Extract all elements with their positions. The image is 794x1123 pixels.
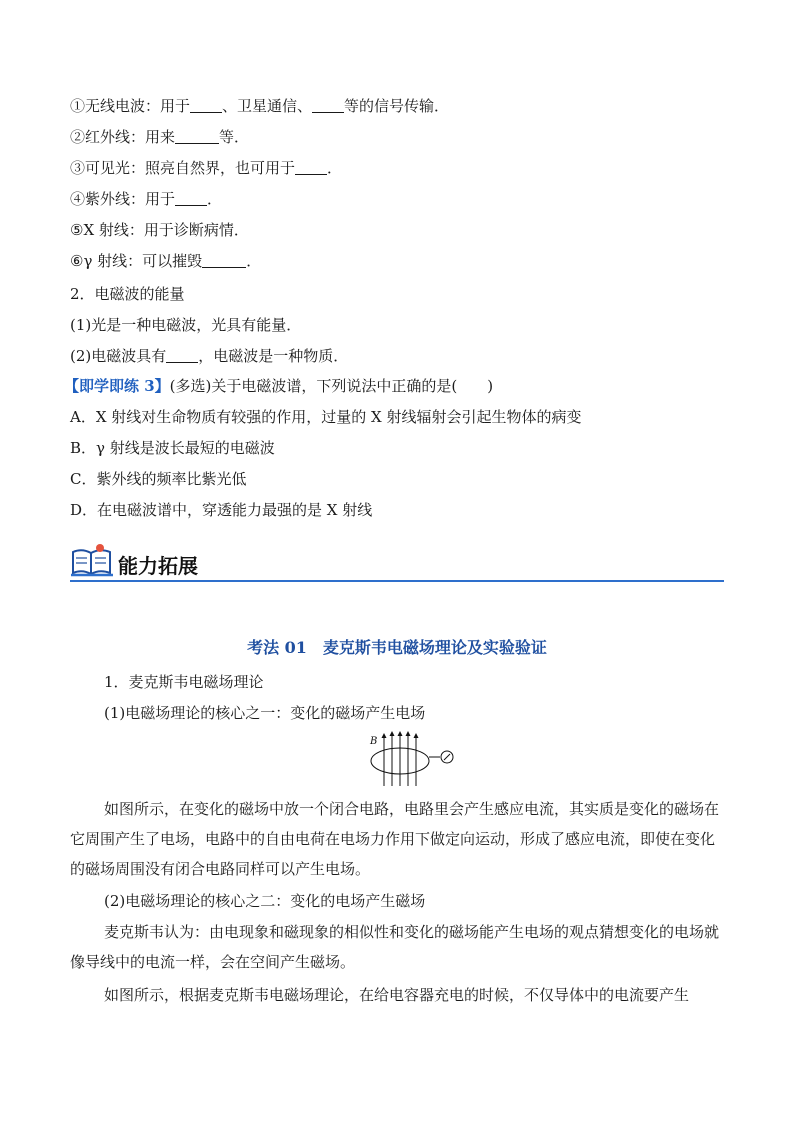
figure-label-b: B	[370, 736, 378, 747]
use-gamma-post: ．	[246, 252, 262, 270]
use-radio-mid: 、卫星通信、	[222, 97, 313, 115]
option-b: B．γ 射线是波长最短的电磁波	[70, 439, 275, 457]
blank	[175, 190, 207, 206]
section-title: 能力拓展	[118, 554, 198, 578]
theory-core-1: (1)电磁场理论的核心之一：变化的磁场产生电场	[104, 704, 426, 722]
method-title: 考法 01 麦克斯韦电磁场理论及实验验证	[247, 638, 547, 657]
use-infrared-post: 等．	[219, 128, 250, 146]
energy-item-1: (1)光是一种电磁波，光具有能量．	[70, 316, 302, 334]
blank	[175, 128, 219, 144]
theory-heading: 1．麦克斯韦电磁场理论	[104, 673, 264, 691]
use-uv-post: ．	[207, 190, 223, 208]
use-gamma	[70, 251, 261, 271]
blank	[202, 252, 246, 268]
option-a: A．X 射线对生命物质有较强的作用，过量的 X 射线辐射会引起生物体的病变	[70, 408, 582, 426]
blank	[295, 159, 327, 175]
book-icon	[70, 542, 114, 578]
para-2-first-line: 麦克斯韦认为：由电现象和磁现象的相似性和变化的磁场能产生电场的观点猜想变化的电	[104, 923, 690, 941]
para-1-rest: 场在它周围产生了电场，电路中的自由电荷在电场力作用下做定向运动，形成了感应电流，即使在变化的磁场周围没有闭合电路同样可以产生电场。	[70, 800, 720, 878]
use-gamma-pre: ⑥γ 射线：可以摧毁	[70, 252, 203, 270]
use-infrared	[70, 127, 249, 147]
energy-item-2	[70, 346, 348, 366]
practice-question-text: (多选)关于电磁波谱，下列说法中正确的是( )	[169, 377, 494, 395]
energy-item-2-pre: (2)电磁波具有	[70, 347, 167, 365]
practice-tag: 【即学即练 3】	[64, 377, 170, 395]
use-ultraviolet	[70, 189, 222, 209]
use-xray: ⑤X 射线：用于诊断病情．	[70, 221, 249, 239]
use-radio-post: 等的信号传输．	[344, 97, 450, 115]
para-3-first-line: 如图所示，根据麦克斯韦电磁场理论，在给电容器充电的时候，不仅导体中的电流要产生	[104, 986, 690, 1004]
practice-question	[64, 376, 493, 396]
theory-paragraph-1	[70, 794, 722, 884]
theory-paragraph-2	[70, 917, 722, 977]
energy-item-2-post: ，电磁波是一种物质．	[198, 347, 349, 365]
section-header	[70, 538, 724, 586]
para-1-first-line: 如图所示，在变化的磁场中放一个闭合电路，电路里会产生感应电流，其实质是变化的磁	[104, 800, 690, 818]
blank	[190, 97, 222, 113]
option-c: C．紫外线的频率比紫光低	[70, 470, 247, 488]
section-rule	[70, 580, 724, 582]
magnetic-field-circuit-figure	[360, 728, 460, 792]
use-visible-post: ．	[327, 159, 343, 177]
use-infrared-pre: ②红外线：用来	[70, 128, 176, 146]
para-2-rest: 场就像导线中的电流一样，会在空间产生磁场。	[70, 923, 720, 971]
option-d: D．在电磁波谱中，穿透能力最强的是 X 射线	[70, 501, 373, 519]
theory-paragraph-3	[70, 980, 722, 1010]
theory-core-2: (2)电磁场理论的核心之二：变化的电场产生磁场	[104, 892, 426, 910]
energy-heading: 2．电磁波的能量	[70, 285, 185, 303]
use-visible-pre: ③可见光：照亮自然界，也可用于	[70, 159, 296, 177]
use-uv-pre: ④紫外线：用于	[70, 190, 176, 208]
use-radio	[70, 96, 449, 116]
blank	[312, 97, 344, 113]
use-radio-pre: ①无线电波：用于	[70, 97, 191, 115]
blank	[166, 347, 198, 363]
use-visible	[70, 158, 342, 178]
